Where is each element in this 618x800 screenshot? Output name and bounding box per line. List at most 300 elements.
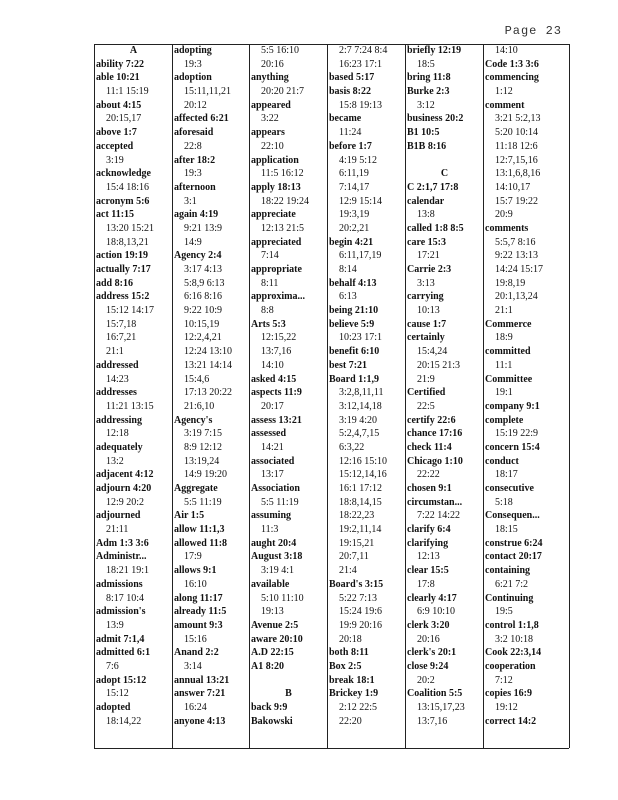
- index-reference: 12:13 21:5: [261, 222, 305, 234]
- index-reference: 8:9 12:12: [184, 441, 223, 453]
- index-entry: became: [329, 113, 362, 125]
- index-entry: clarify 6:4: [407, 524, 451, 536]
- index-entry: act 11:15: [96, 209, 135, 221]
- index-reference: 13:19,24: [184, 455, 220, 467]
- index-reference: 17:13 20:22: [184, 387, 233, 399]
- index-reference: 22:8: [184, 140, 202, 152]
- index-reference: 13:21 14:14: [184, 359, 233, 371]
- index-entry: affected 6:21: [174, 113, 229, 125]
- index-reference: 5:5 16:10: [261, 45, 300, 56]
- index-reference: 14:9 19:20: [184, 469, 228, 481]
- index-entry: certify 22:6: [407, 414, 456, 426]
- index-reference: 6:11,19: [339, 168, 369, 180]
- index-reference: 7:12: [495, 674, 513, 686]
- index-entry: already 11:5: [174, 606, 227, 618]
- index-entry: Committee: [485, 373, 533, 385]
- index-entry: believe 5:9: [329, 318, 375, 330]
- index-entry: based 5:17: [329, 72, 375, 84]
- index-entry: application: [251, 154, 299, 166]
- index-reference: 20:20 21:7: [261, 86, 305, 98]
- index-reference: 15:12,14,16: [339, 469, 387, 481]
- index-reference: 13:7,16: [261, 346, 292, 358]
- index-entry: clerk's 20:1: [407, 647, 457, 659]
- index-reference: 19:9 20:16: [339, 619, 383, 631]
- index-reference: 8:11: [261, 277, 279, 289]
- index-entry: addressing: [96, 414, 142, 426]
- index-entry: adjacent 4:12: [96, 469, 154, 481]
- index-reference: 13:17: [261, 469, 284, 481]
- index-reference: 14:23: [106, 373, 129, 385]
- index-entry: Bakowski: [251, 715, 293, 727]
- index-reference: 21:9: [417, 373, 435, 385]
- index-reference: 7:22 14:22: [417, 510, 461, 522]
- index-reference: 20:2: [417, 674, 435, 686]
- spacer: [407, 154, 482, 168]
- index-reference: 12:2,4,21: [184, 332, 222, 344]
- index-entry: Agency's: [174, 414, 213, 426]
- index-entry: admit 7:1,4: [96, 633, 145, 645]
- index-entry: along 11:17: [174, 592, 223, 604]
- index-reference: 21:4: [339, 565, 357, 577]
- index-reference: 11:21 13:15: [106, 400, 154, 412]
- index-entry: Avenue 2:5: [251, 619, 299, 631]
- index-reference: 3:2,8,11,11: [339, 387, 384, 399]
- index-entry: available: [251, 578, 290, 590]
- index-entry: anyone 4:13: [174, 715, 226, 727]
- index-entry: cause 1:7: [407, 318, 447, 330]
- index-reference: 14:10,17: [495, 181, 531, 193]
- index-entry: appears: [251, 127, 285, 139]
- index-entry: after 18:2: [174, 154, 216, 166]
- index-reference: 5:2,4,7,15: [339, 428, 380, 440]
- index-entry: Board 1:1,9: [329, 373, 379, 385]
- index-reference: 12:24 13:10: [184, 346, 233, 358]
- index-reference: 19:3,19: [339, 209, 370, 221]
- index-reference: 18:22,23: [339, 510, 375, 522]
- page-number: Page 23: [504, 24, 562, 38]
- index-reference: 15:7,18: [106, 318, 137, 330]
- index-reference: 5:10 11:10: [261, 592, 304, 604]
- index-reference: 20:16: [417, 633, 440, 645]
- index-entry: allow 11:1,3: [174, 524, 225, 536]
- index-reference: 14:9: [184, 236, 202, 248]
- index-reference: 10:13: [417, 305, 440, 317]
- index-reference: 20:18: [339, 633, 362, 645]
- index-reference: 18:14,22: [106, 715, 142, 727]
- index-reference: 2:12 22:5: [339, 702, 378, 713]
- index-entry: briefly 12:19: [407, 45, 462, 56]
- index-entry: again 4:19: [174, 209, 219, 221]
- column-rule: [94, 44, 95, 748]
- index-reference: 13:7,16: [417, 715, 448, 727]
- index-entry: certainly: [407, 332, 445, 344]
- index-entry: August 3:18: [251, 551, 303, 563]
- index-entry: aware 20:10: [251, 633, 303, 645]
- index-entry: adoption: [174, 72, 212, 84]
- index-column-2: [174, 44, 248, 728]
- index-entry: aforesaid: [174, 127, 214, 139]
- index-reference: 20:16: [261, 58, 284, 70]
- index-entry: consecutive: [485, 483, 534, 494]
- index-reference: 3:14: [184, 660, 202, 672]
- index-entry: carrying: [407, 291, 444, 303]
- index-reference: 3:17 4:13: [184, 264, 223, 275]
- index-reference: 6:9 10:10: [417, 606, 456, 618]
- index-entry: chosen 9:1: [407, 483, 452, 494]
- index-reference: 22:20: [339, 715, 362, 727]
- index-reference: 14:10: [261, 359, 284, 371]
- index-reference: 19:15,21: [339, 537, 375, 549]
- index-entry: addressed: [96, 359, 139, 371]
- index-entry: Arts 5:3: [251, 318, 286, 330]
- index-entry: add 8:16: [96, 277, 133, 289]
- index-reference: 19:3: [184, 168, 202, 180]
- index-entry: annual 13:21: [174, 674, 230, 686]
- index-reference: 11:1 15:19: [106, 86, 149, 98]
- index-entry: Continuing: [485, 592, 534, 604]
- index-reference: 11:24: [339, 127, 362, 139]
- index-entry: addresses: [96, 387, 137, 399]
- index-entry: answer 7:21: [174, 688, 226, 700]
- index-reference: 21:11: [106, 524, 129, 536]
- index-reference: 14:10: [495, 45, 518, 56]
- index-entry: clearly 4:17: [407, 592, 457, 604]
- index-entry: ability 7:22: [96, 58, 145, 70]
- index-entry: apply 18:13: [251, 181, 301, 193]
- index-reference: 17:8: [417, 578, 435, 590]
- index-entry: anything: [251, 72, 289, 84]
- index-reference: 4:19 5:12: [339, 154, 378, 166]
- index-reference: 6:13: [339, 291, 357, 303]
- index-entry: adopting: [174, 45, 212, 56]
- index-reference: 20:1,13,24: [495, 291, 538, 303]
- index-reference: 16:1 17:12: [339, 483, 383, 494]
- index-entry: commencing: [485, 72, 539, 84]
- index-entry: Air 1:5: [174, 510, 205, 522]
- index-entry: calendar: [407, 195, 445, 207]
- index-reference: 7:14,17: [339, 181, 370, 193]
- index-entry: about 4:15: [96, 99, 142, 111]
- index-entry: adjourn 4:20: [96, 483, 152, 494]
- index-entry: admitted 6:1: [96, 647, 151, 659]
- index-reference: 9:22 10:9: [184, 305, 223, 317]
- index-entry: acknowledge: [96, 168, 151, 180]
- index-reference: 12:13: [417, 551, 440, 563]
- index-entry: clear 15:5: [407, 565, 449, 577]
- index-reference: 21:1: [495, 305, 513, 317]
- index-entry: asked 4:15: [251, 373, 297, 385]
- index-entry: Box 2:5: [329, 660, 362, 672]
- index-entry: address 15:2: [96, 291, 150, 303]
- index-entry: Consequen...: [485, 510, 540, 522]
- index-entry: adopt 15:12: [96, 674, 147, 686]
- index-entry: Carrie 2:3: [407, 264, 452, 275]
- index-entry: begin 4:21: [329, 236, 374, 248]
- index-entry: Brickey 1:9: [329, 688, 379, 700]
- index-entry: care 15:3: [407, 236, 446, 248]
- index-reference: 21:1: [106, 346, 124, 358]
- index-entry: acronym 5:6: [96, 195, 150, 207]
- index-reference: 3:22: [261, 113, 279, 125]
- index-reference: 20:7,11: [339, 551, 369, 563]
- index-reference: 19:8,19: [495, 277, 526, 289]
- index-reference: 15:11,11,21: [184, 86, 232, 98]
- index-entry: back 9:9: [251, 702, 288, 713]
- index-reference: 8:17 10:4: [106, 592, 145, 604]
- index-reference: 13:9: [106, 619, 124, 631]
- index-entry: behalf 4:13: [329, 277, 377, 289]
- index-entry: accepted: [96, 140, 134, 152]
- index-reference: 6:11,17,19: [339, 250, 382, 262]
- index-entry: clarifying: [407, 537, 449, 549]
- index-reference: 5:18: [495, 496, 513, 508]
- index-entry: associated: [251, 455, 295, 467]
- index-reference: 18:15: [495, 524, 518, 536]
- index-reference: 22:10: [261, 140, 284, 152]
- index-reference: 20:15 21:3: [417, 359, 461, 371]
- index-reference: 12:18: [106, 428, 129, 440]
- index-reference: 3:13: [417, 277, 435, 289]
- index-reference: 6:21 7:2: [495, 578, 529, 590]
- index-reference: 18:9: [495, 332, 513, 344]
- section-letter: B: [285, 688, 292, 700]
- index-reference: 19:3: [184, 58, 202, 70]
- index-column-1: [96, 44, 171, 728]
- index-reference: 6:3,22: [339, 441, 365, 453]
- index-reference: 5:22 7:13: [339, 592, 378, 604]
- index-column-5: [407, 44, 482, 728]
- column-rule: [327, 44, 328, 748]
- index-entry: basis 8:22: [329, 86, 371, 98]
- index-reference: 15:19 22:9: [495, 428, 539, 440]
- index-entry: best 7:21: [329, 359, 368, 371]
- index-entry: above 1:7: [96, 127, 137, 139]
- index-entry: adjourned: [96, 510, 141, 522]
- index-entry: aught 20:4: [251, 537, 297, 549]
- index-column-3: [251, 44, 326, 728]
- index-entry: adopted: [96, 702, 131, 713]
- index-reference: 3:2 10:18: [495, 633, 534, 645]
- index-entry: cooperation: [485, 660, 536, 672]
- index-entry: appreciated: [251, 236, 302, 248]
- index-entry: control 1:1,8: [485, 619, 539, 631]
- index-reference: 13:1,6,8,16: [495, 168, 541, 180]
- column-rule: [249, 44, 250, 748]
- index-reference: 5:5 11:19: [184, 496, 222, 508]
- index-entry: assess 13:21: [251, 414, 302, 426]
- index-entry: Code 1:3 3:6: [485, 58, 539, 70]
- index-reference: 20:17: [261, 400, 284, 412]
- index-entry: break 18:1: [329, 674, 375, 686]
- index-entry: Certified: [407, 387, 446, 399]
- index-reference: 10:23 17:1: [339, 332, 383, 344]
- index-entry: both 8:11: [329, 647, 369, 659]
- index-reference: 22:22: [417, 469, 440, 481]
- index-entry: comment: [485, 99, 525, 111]
- index-entry: complete: [485, 414, 524, 426]
- index-entry: assessed: [251, 428, 287, 440]
- index-entry: A1 8:20: [251, 660, 285, 672]
- index-reference: 15:4 18:16: [106, 181, 150, 193]
- index-reference: 18:21 19:1: [106, 565, 150, 577]
- index-entry: copies 16:9: [485, 688, 532, 700]
- index-entry: concern 15:4: [485, 441, 540, 453]
- index-entry: appreciate: [251, 209, 296, 221]
- index-entry: correct 14:2: [485, 715, 537, 727]
- section-letter: C: [440, 168, 449, 180]
- index-reference: 3:1: [184, 195, 197, 207]
- column-rule: [569, 44, 570, 748]
- index-reference: 3:19 7:15: [184, 428, 223, 440]
- index-entry: admissions: [96, 578, 143, 590]
- index-reference: 12:16 15:10: [339, 455, 388, 467]
- index-entry: B1B 8:16: [407, 140, 447, 152]
- index-entry: approxima...: [251, 291, 305, 303]
- index-entry: circumstan...: [407, 496, 463, 508]
- index-entry: admission's: [96, 606, 146, 618]
- index-entry: amount 9:3: [174, 619, 223, 631]
- index-reference: 18:8,14,15: [339, 496, 382, 508]
- index-entry: contact 20:17: [485, 551, 542, 563]
- index-reference: 6:16 8:16: [184, 291, 223, 303]
- index-entry: chance 17:16: [407, 428, 463, 440]
- index-entry: assuming: [251, 510, 292, 522]
- index-column-6: [485, 44, 568, 728]
- index-reference: 12:9 15:14: [339, 195, 383, 207]
- index-entry: Coalition 5:5: [407, 688, 463, 700]
- index-reference: 15:12: [106, 688, 129, 700]
- index-column-4: [329, 44, 404, 728]
- index-reference: 5:20 10:14: [495, 127, 539, 139]
- section-letter: A: [129, 45, 138, 56]
- index-entry: benefit 6:10: [329, 346, 380, 358]
- index-reference: 11:3: [261, 524, 279, 536]
- index-reference: 14:24 15:17: [495, 264, 544, 275]
- index-reference: 19:2,11,14: [339, 524, 382, 536]
- spacer: [251, 674, 326, 688]
- index-reference: 13:15,17,23: [417, 702, 465, 713]
- index-reference: 3:21 5:2,13: [495, 113, 541, 125]
- index-entry: action 19:19: [96, 250, 148, 262]
- index-entry: check 11:4: [407, 441, 452, 453]
- index-reference: 19:13: [261, 606, 284, 618]
- index-reference: 12:7,15,16: [495, 154, 538, 166]
- index-entry: Burke 2:3: [407, 86, 450, 98]
- index-reference: 13:20 15:21: [106, 222, 155, 234]
- index-reference: 15:8 19:13: [339, 99, 383, 111]
- index-entry: allows 9:1: [174, 565, 217, 577]
- index-entry: appeared: [251, 99, 291, 111]
- index-reference: 9:22 13:13: [495, 250, 539, 262]
- index-reference: 3:19 4:1: [261, 565, 295, 577]
- column-rule: [483, 44, 484, 748]
- column-rule: [405, 44, 406, 748]
- index-reference: 16:24: [184, 702, 207, 713]
- index-reference: 7:14: [261, 250, 279, 262]
- index-reference: 20:9: [495, 209, 513, 221]
- index-entry: Anand 2:2: [174, 647, 219, 659]
- index-reference: 8:8: [261, 305, 274, 317]
- index-reference: 17:21: [417, 250, 440, 262]
- index-reference: 22:5: [417, 400, 435, 412]
- index-entry: Commerce: [485, 318, 532, 330]
- index-reference: 15:12 14:17: [106, 305, 155, 317]
- index-reference: 15:4,6: [184, 373, 210, 385]
- index-reference: 7:6: [106, 660, 119, 672]
- index-entry: containing: [485, 565, 531, 577]
- index-reference: 19:5: [495, 606, 513, 618]
- index-reference: 21:6,10: [184, 400, 215, 412]
- index-entry: Administr...: [96, 551, 147, 563]
- index-entry: called 1:8 8:5: [407, 222, 464, 234]
- index-entry: bring 11:8: [407, 72, 451, 84]
- index-frame: [94, 44, 569, 748]
- index-reference: 19:1: [495, 387, 513, 399]
- index-entry: actually 7:17: [96, 264, 151, 275]
- index-entry: Agency 2:4: [174, 250, 222, 262]
- index-entry: able 10:21: [96, 72, 140, 84]
- index-reference: 3:19: [106, 154, 124, 166]
- bottom-rule: [94, 748, 569, 749]
- index-entry: comments: [485, 222, 529, 234]
- index-reference: 11:1: [495, 359, 513, 371]
- index-entry: Cook 22:3,14: [485, 647, 542, 659]
- index-reference: 16:10: [184, 578, 207, 590]
- index-reference: 3:12: [417, 99, 435, 111]
- index-reference: 16:23 17:1: [339, 58, 383, 70]
- index-entry: Chicago 1:10: [407, 455, 463, 467]
- index-reference: 5:8,9 6:13: [184, 277, 225, 289]
- index-entry: C 2:1,7 17:8: [407, 181, 459, 193]
- index-reference: 12:9 20:2: [106, 496, 145, 508]
- index-reference: 20:15,17: [106, 113, 142, 125]
- index-entry: appropriate: [251, 264, 302, 275]
- index-entry: close 9:24: [407, 660, 449, 672]
- index-reference: 18:5: [417, 58, 435, 70]
- index-entry: clerk 3:20: [407, 619, 450, 631]
- index-entry: construe 6:24: [485, 537, 543, 549]
- index-reference: 15:16: [184, 633, 207, 645]
- index-reference: 5:5,7 8:16: [495, 236, 536, 248]
- index-reference: 15:7 19:22: [495, 195, 539, 207]
- index-entry: Association: [251, 483, 300, 494]
- index-entry: company 9:1: [485, 400, 540, 412]
- index-reference: 9:21 13:9: [184, 222, 223, 234]
- index-reference: 17:9: [184, 551, 202, 563]
- index-reference: 3:19 4:20: [339, 414, 378, 426]
- index-reference: 1:12: [495, 86, 513, 98]
- index-entry: adequately: [96, 441, 143, 453]
- index-entry: Board's 3:15: [329, 578, 384, 590]
- index-reference: 13:8: [417, 209, 435, 221]
- index-reference: 12:15,22: [261, 332, 297, 344]
- index-entry: Aggregate: [174, 483, 218, 494]
- index-reference: 20:12: [184, 99, 207, 111]
- index-entry: committed: [485, 346, 531, 358]
- index-reference: 20:2,21: [339, 222, 370, 234]
- index-entry: business 20:2: [407, 113, 464, 125]
- index-reference: 15:4,24: [417, 346, 448, 358]
- index-reference: 18:17: [495, 469, 518, 481]
- index-entry: afternoon: [174, 181, 216, 193]
- index-reference: 2:7 7:24 8:4: [339, 45, 388, 56]
- column-rule: [172, 44, 173, 748]
- index-reference: 18:22 19:24: [261, 195, 310, 207]
- index-reference: 11:18 12:6: [495, 140, 538, 152]
- index-entry: being 21:10: [329, 305, 379, 317]
- index-reference: 15:24 19:6: [339, 606, 383, 618]
- index-reference: 11:5 16:12: [261, 168, 304, 180]
